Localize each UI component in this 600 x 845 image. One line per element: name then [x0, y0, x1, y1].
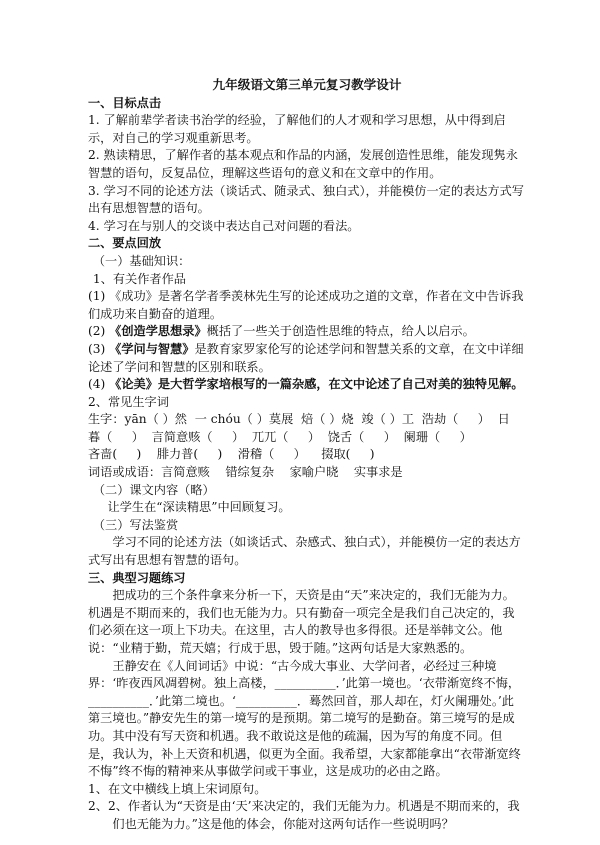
author-item-label: (1) [88, 289, 106, 304]
author-item-text: 是教育家罗家伦写的论述学问和智慧关系的文章，在文中详细论述了学问和智慧的区别和联系。 [88, 341, 524, 374]
author-item-text: 是著名学者季羡林先生写的论述成功之道的文章，作者在文中告诉我们成功来自勤奋的道理。 [88, 289, 524, 321]
exercise-question: 2、2、作者认为“天资是由‘天’来决定的，我们无能为力。机遇是不期而来的，我们也无能为力。”这是他的体会，你能对这两句话作一些说明吗？ [88, 799, 520, 831]
author-item-title: 《成功》 [109, 289, 158, 304]
author-item-title: 《学问与智慧》 [109, 341, 195, 356]
author-item [88, 376, 526, 394]
author-item-label: (3) [88, 341, 106, 356]
document-title: 九年级语文第三单元复习教学设计 [212, 77, 402, 92]
author-item-label: (2) [88, 324, 106, 339]
new-characters-line: 暮（ ） 言简意赅（ ） 兀兀（ ） 饶舌（ ） 阑珊（ ） [88, 429, 472, 444]
document-page [88, 76, 526, 834]
author-item [88, 288, 526, 323]
new-characters-line: 吝啬( ) 腓力普( ) 滑稽（ ） 掇取( ) [88, 447, 375, 462]
section-heading-review: 二、要点回放 [88, 236, 162, 251]
text-content-note: 让学生在“深读精思”中回顾复习。 [107, 500, 291, 515]
author-item-title: 《创造学思想录》 [109, 324, 207, 339]
section-heading-exercises: 三、典型习题练习 [88, 570, 186, 585]
new-characters-heading: 2、常见生字词 [88, 394, 169, 409]
goal-item: 4. 学习在与别人的交谈中表达自己对问题的看法。 [88, 218, 360, 233]
exercise-passage: 王静安在《人间词话》中说：“古今成大事业、大学问者，必经过三种境界：‘昨夜西风凋碧树。独上高楼，__________．’此第一境也。‘衣带渐宽终不悔，__________．’此第二境也。‘__________．蓦然回首，那人却在，灯火阑珊处。’此第三境也。”静安先生的第一境写的是预期。第二境写的是勤奋。第三境写的是成功。其中没有写天资和机遇。我不敢说这是他的疏漏，因为写的角度不同。但是，我认为，补上天资和机遇，似更为全面。我希望，大家都能拿出“衣带渐宽终不悔”终不悔的精神来从事做学问或干事业，这是成功的必由之路。 [88, 658, 521, 779]
exercise-passage: 把成功的三个条件拿来分析一下，天资是由“天”来决定的，我们无能为力。机遇是不期而来的，我们也无能为力。只有勤奋一项完全是我们自己决定的，我们必须在这一项上下功夫。在这里，古人的教导也多得很。还是举韩文公。他说：“业精于勤，荒天嬉；行成于思，毁于随。”这两句话是大家熟悉的。 [88, 588, 515, 655]
basic-knowledge-heading: （一）基础知识： [92, 253, 191, 268]
text-content-heading: （二）课文内容（略） [92, 482, 215, 497]
goal-item: 3. 学习不同的论述方法（谈话式、随录式、独白式），并能模仿一定的表达方式写出有思想智慧的语句。 [88, 183, 524, 216]
writing-appreciation-text: 学习不同的论述方法（如谈话式、杂感式、独白式），并能模仿一定的表达方式写出有思想有智慧的语句。 [88, 535, 521, 568]
writing-appreciation-heading: （三）写法鉴赏 [92, 517, 179, 532]
section-heading-goals: 一、目标点击 [88, 95, 162, 110]
author-item [88, 341, 526, 376]
exercise-question: 1、在文中横线上填上宋词原句。 [88, 781, 267, 796]
goal-item: 2. 熟读精思，了解作者的基本观点和作品的内涵，发展创造性思维，能发现隽永智慧的语句，反复品位，理解这些语句的意义和在文章中的作用。 [88, 148, 518, 180]
author-item-label: (4) [88, 377, 106, 392]
author-item [88, 323, 526, 341]
vocabulary-line: 词语或成语：言简意赅 错综复杂 家喻户晓 实事求是 [88, 465, 403, 480]
authors-heading: 1、有关作者作品 [92, 271, 186, 286]
author-item-text: 概括了一些关于创造性思维的特点，给人以启示。 [206, 324, 475, 339]
new-characters-line: 生字：yān（ ）然 一 chóu（ ）莫展 焙（ ）烧 竣（ ）工 浩劫（ ） 日 [88, 412, 510, 427]
goal-item: 1. 了解前辈学者读书治学的经验，了解他们的人才观和学习思想，从中得到启示，对自己的学习观重新思考。 [88, 113, 506, 145]
author-item-text: 是大哲学家培根写的一篇杂感，在文中论述了自己对美的独特见解。 [157, 377, 524, 392]
author-item-title: 《论美》 [109, 377, 158, 392]
